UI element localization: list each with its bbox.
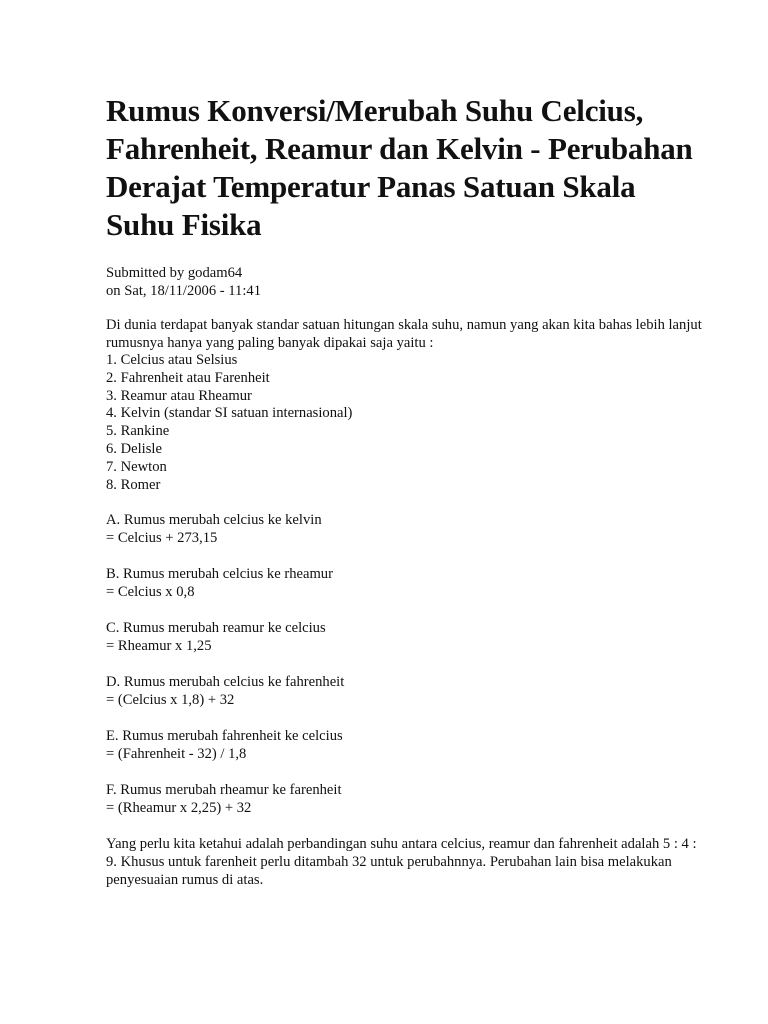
formula-expression: = (Rheamur x 2,25) + 32 [106,800,252,817]
list-item: 4. Kelvin (standar SI satuan internasional) [106,405,353,422]
submitted-by: Submitted by godam64 [106,265,243,281]
post-date: on Sat, 18/11/2006 - 11:41 [106,282,261,299]
formula-expression: = (Fahrenheit - 32) / 1,8 [106,746,247,763]
formula-heading: F. Rumus merubah rheamur ke farenheit [106,782,342,799]
closing-section [106,835,706,889]
formula-heading: C. Rumus merubah reamur ke celcius [106,620,326,637]
list-item: 6. Delisle [106,440,162,457]
post-meta [106,265,706,300]
page-title: Rumus Konversi/Merubah Suhu Celcius, Fahrenheit, Reamur dan Kelvin - Perubahan Derajat Temperatur Panas Satuan Skala Suhu Fisika [106,93,693,242]
formula-section [106,511,706,817]
list-item: 3. Reamur atau Rheamur [106,387,252,404]
intro-paragraph: Di dunia terdapat banyak standar satuan hitungan skala suhu, namun yang akan kita bahas lebih lanjut rumusnya hanya yang paling banyak dipakai saja yaitu : [106,317,702,351]
list-item: 7. Newton [106,458,167,475]
list-item: 8. Romer [106,476,161,493]
formula-expression: = (Celcius x 1,8) + 32 [106,692,235,709]
formula-expression: = Celcius x 0,8 [106,584,195,601]
formula-block [106,781,706,817]
formula-block [106,619,706,655]
intro-section [106,317,706,494]
formula-heading: D. Rumus merubah celcius ke fahrenheit [106,674,345,691]
list-item: 1. Celcius atau Selsius [106,352,238,368]
formula-heading: A. Rumus merubah celcius ke kelvin [106,512,322,529]
document-page [106,92,706,889]
formula-expression: = Celcius + 273,15 [106,530,218,547]
formula-expression: = Rheamur x 1,25 [106,638,212,655]
list-item: 5. Rankine [106,423,170,440]
closing-paragraph: Yang perlu kita ketahui adalah perbandingan suhu antara celcius, reamur dan fahrenheit adalah 5 : 4 : 9. Khusus untuk farenheit perlu ditambah 32 untuk perubahnnya. Perubahan lain bisa melakukan penyesuaian rumus di atas. [106,836,697,889]
formula-heading: B. Rumus merubah celcius ke rheamur [106,566,333,583]
formula-block [106,511,706,547]
formula-heading: E. Rumus merubah fahrenheit ke celcius [106,728,343,745]
list-item: 2. Fahrenheit atau Farenheit [106,369,270,386]
scale-list [106,352,706,494]
formula-block [106,727,706,763]
formula-block [106,673,706,709]
formula-block [106,565,706,601]
